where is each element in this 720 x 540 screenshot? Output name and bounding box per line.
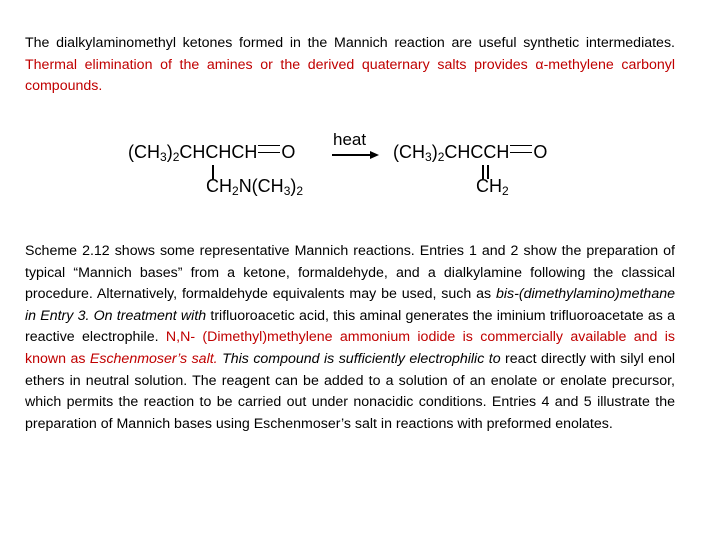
reactant-formula: $(CH_3)_2CHCHCH$ O: [128, 142, 296, 164]
reaction-arrow: [332, 154, 372, 156]
double-bond: [258, 145, 280, 153]
intro-paragraph: [25, 33, 675, 98]
reactant-branch: $CH_2N(CH_3)_2$: [206, 176, 304, 198]
mannich-paragraph: Scheme 2.12 shows some representative Mannich reactions. Entries 1 and 2 show the preparation of typical “Mannich bases” from a ketone, formaldehyde, and a dialkylamine following the classical procedure. Alternatively, formaldehyde equivalents may be used, such as bis-(dimethylamino)methane in Entry 3. On treatment with trifluoroacetic acid, this aminal generates the iminium trifluoroacetate as a reactive electrophile. N,N- (Dimethyl)methylene ammonium iodide is commercially available and is known as Eschenmoser’s salt. This compound is sufficiently electrophilic to react directly with silyl enol ethers in neutral solution. The reagent can be added to a solution of an enolate or enolate precursor, which permits the reaction to be carried out under nonacidic conditions. Entries 4 and 5 illustrate the preparation of Mannich bases using Eschenmoser’s salt in reactions with preformed enolates.: [25, 243, 676, 432]
arrow-head: [370, 151, 379, 159]
double-bond: [510, 145, 532, 153]
arrow-label: heat: [333, 130, 367, 149]
intro-text: The dialkylaminomethyl ketones formed in the Mannich reaction are useful synthetic intermediates.: [25, 35, 675, 51]
product-branch: $CH_2$: [476, 176, 509, 198]
intro-highlight-text: Thermal elimination of the amines or the derived quaternary salts provides α-methylene carbonyl compounds.: [25, 56, 675, 95]
reaction-scheme: [120, 128, 560, 208]
product-formula: $(CH_3)_2CHCCH$ O: [393, 142, 548, 164]
